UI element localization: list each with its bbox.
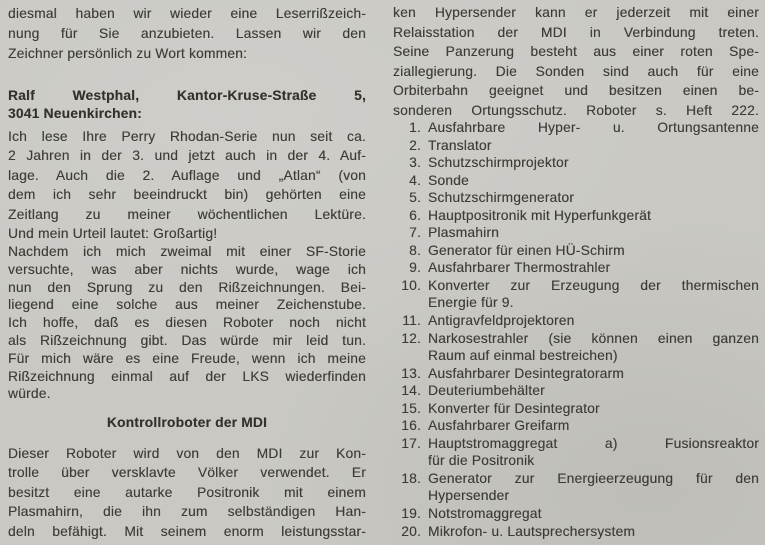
- text-line: für die Positronik: [428, 453, 535, 469]
- editor-intro-paragraph: [8, 4, 366, 64]
- list-item-number: 19.: [401, 506, 421, 522]
- text-line: nun den Sprung zu den Rißzeichnungen. Bei-: [8, 279, 366, 295]
- list-item: [393, 417, 759, 435]
- list-item: [393, 382, 759, 400]
- list-item-number: 10.: [401, 277, 421, 293]
- list-item-number: 3.: [409, 155, 421, 171]
- right-column: [393, 0, 759, 545]
- text-line: Zeichner persönlich zu Wort kommen:: [8, 46, 248, 61]
- list-item-number: 15.: [401, 400, 421, 416]
- text-line: deln befähigt. Mit seinem enorm leistungsstar-: [8, 523, 366, 539]
- list-item-number: 16.: [401, 418, 421, 434]
- text-line: Ich hoffe, daß es diesen Roboter noch nicht: [8, 315, 366, 331]
- text-line: Konverter für Desintegrator: [428, 400, 600, 416]
- list-item: [393, 154, 759, 172]
- list-item-number: 11.: [402, 313, 421, 329]
- text-line: Ausfahrbare Hyper- u. Ortungsantenne: [428, 120, 759, 135]
- list-item-number: 20.: [401, 523, 421, 539]
- list-item: [393, 505, 759, 523]
- list-item-text: [428, 365, 759, 383]
- text-line: diesmal haben wir wieder eine Leserrißzeich-: [8, 6, 366, 21]
- list-item-number: 1.: [409, 120, 421, 135]
- list-item: [393, 207, 759, 225]
- text-line: Plasmahirn: [428, 225, 500, 241]
- text-line: würde.: [8, 386, 51, 402]
- list-item: [393, 259, 759, 277]
- list-item-number: 12.: [401, 330, 421, 346]
- list-item-text: [428, 259, 759, 277]
- list-item-text: [428, 137, 759, 155]
- list-item-text: [428, 470, 759, 505]
- list-item-text: [428, 172, 759, 190]
- text-line: ken Hypersender kann er jederzeit mit einer: [393, 5, 759, 20]
- text-line: Und mein Urteil lautet: Großartig!: [8, 226, 218, 242]
- text-line: Relaisstation der MDI in Verbindung treten.: [393, 24, 759, 40]
- list-item-text: [428, 435, 759, 470]
- reader-address: [8, 87, 366, 122]
- list-item-number: 4.: [409, 172, 421, 188]
- text-line: Dieser Roboter wird von den MDI zur Kon-: [8, 446, 366, 461]
- text-line: sonderen Ortungsschutz. Roboter s. Heft 222.: [393, 102, 759, 118]
- text-line: Ausfahrbarer Desintegratorarm: [428, 365, 624, 381]
- list-item-number: 17.: [401, 435, 421, 451]
- list-item: [393, 172, 759, 190]
- list-item-text: [428, 400, 759, 418]
- text-line: trolle über versklavte Völker verwendet. Er: [8, 465, 366, 481]
- text-line: Translator: [428, 137, 492, 153]
- list-item-text: [428, 224, 759, 242]
- text-line: Rißzeichnung einmal auf der LKS wiederfinden: [8, 368, 366, 384]
- list-item-text: [428, 330, 759, 365]
- text-line: nung für Sie anzubieten. Lassen wir den: [8, 26, 366, 41]
- text-line: Antigravfeldprojektoren: [428, 313, 575, 329]
- text-line: Ausfahrbarer Thermostrahler: [428, 260, 611, 276]
- list-item-number: 5.: [409, 190, 421, 206]
- text-line: lage. Auch die 2. Auflage und „Atlan“ (von: [8, 167, 366, 183]
- text-line: ziallegierung. Die Sonden sind auch für eine: [393, 63, 759, 79]
- text-line: Ralf Westphal, Kantor-Kruse-Straße 5,: [8, 88, 366, 103]
- text-line: Zeitlang zu meiner wöchentlichen Lektüre.: [8, 206, 366, 222]
- list-item: [393, 224, 759, 242]
- text-line: 3041 Neuenkirchen:: [8, 105, 142, 121]
- list-item-number: 2.: [409, 137, 421, 153]
- list-item-text: [428, 312, 759, 330]
- text-line: Energie für 9.: [428, 295, 514, 311]
- text-line: Für mich wäre es eine Freude, wenn ich meine: [8, 350, 366, 366]
- text-line: Hauptpositronik mit Hyperfunkgerät: [428, 207, 652, 223]
- list-item-text: [428, 523, 759, 541]
- list-item: [393, 312, 759, 330]
- text-line: Raum auf einmal bestreichen): [428, 348, 618, 364]
- list-item-text: [428, 207, 759, 225]
- list-item-number: 13.: [401, 365, 421, 381]
- text-line: Generator für einen HÜ-Schirm: [428, 242, 625, 258]
- left-column: [8, 0, 366, 545]
- list-item-text: [428, 505, 759, 523]
- list-item: [393, 277, 759, 312]
- text-line: Schutzschirmprojektor: [428, 155, 569, 171]
- reader-letter-paragraph-1: [8, 127, 366, 243]
- list-item-number: 6.: [409, 207, 421, 223]
- list-item-text: [428, 277, 759, 312]
- list-item-text: [428, 154, 759, 172]
- text-line: Generator zur Energieerzeugung für den: [428, 470, 759, 486]
- list-item: [393, 330, 759, 365]
- text-line: Narkosestrahler (sie können einen ganzen: [428, 330, 759, 346]
- section-heading: Kontrollroboter der MDI: [106, 415, 268, 430]
- list-item-text: [428, 382, 759, 400]
- list-item: [393, 523, 759, 541]
- list-item: [393, 189, 759, 207]
- text-line: Mikrofon- u. Lautsprechersystem: [428, 523, 636, 539]
- text-line: Nachdem ich mich zweimal mit einer SF-Storie: [8, 244, 366, 259]
- text-line: Deuteriumbehälter: [428, 383, 545, 399]
- list-item-text: [428, 417, 759, 435]
- text-line: Schutzschirmgenerator: [428, 190, 575, 206]
- list-item-number: 18.: [401, 470, 421, 486]
- text-line: Notstromaggregat: [428, 506, 542, 522]
- list-item: [393, 119, 759, 137]
- text-line: besitzt eine autarke Positronik mit einem: [8, 484, 366, 500]
- numbered-parts-list: [393, 119, 759, 540]
- list-item: [393, 137, 759, 155]
- text-line: liegend eine solche aus meiner Zeichenstube.: [8, 297, 366, 313]
- list-item-number: 9.: [409, 260, 421, 276]
- text-line: Ausfahrbarer Greifarm: [428, 418, 570, 434]
- list-item: [393, 435, 759, 470]
- list-item-text: [428, 189, 759, 207]
- text-line: Orbiterbahn geeignet und besitzen einen be-: [393, 83, 759, 99]
- list-item-number: 14.: [401, 383, 421, 399]
- list-item: [393, 470, 759, 505]
- list-item-text: [428, 242, 759, 260]
- list-item: [393, 365, 759, 383]
- text-line: Konverter zur Erzeugung der thermischen: [428, 277, 759, 293]
- robot-description-continued: [393, 3, 759, 121]
- text-line: Hauptstromaggregat a) Fusionsreaktor: [428, 435, 759, 451]
- text-line: 2 Jahren in der 3. und jetzt auch in der 4. Auf-: [8, 148, 366, 164]
- text-line: Seine Panzerung besteht aus einer roten Spe-: [393, 44, 759, 60]
- list-item: [393, 400, 759, 418]
- robot-description-paragraph: [8, 444, 366, 541]
- list-item-text: [428, 119, 759, 137]
- text-line: als Rißzeichnung gibt. Das würde mir leid tun.: [8, 332, 366, 348]
- text-line: dem ich sehr beeindruckt bin) gehörten eine: [8, 187, 366, 203]
- reader-letter-paragraph-2: [8, 243, 366, 403]
- list-item-number: 7.: [409, 225, 421, 241]
- text-line: Hypersender: [428, 488, 510, 504]
- text-line: Plasmahirn, die ihn zum selbständigen Han-: [8, 504, 366, 520]
- text-line: versuchte, was aber nichts wurde, wage ich: [8, 261, 366, 277]
- text-line: Ich lese Ihre Perry Rhodan-Serie nun seit ca.: [8, 129, 366, 144]
- text-line: Sonde: [428, 172, 469, 188]
- list-item-number: 8.: [409, 242, 421, 258]
- list-item: [393, 242, 759, 260]
